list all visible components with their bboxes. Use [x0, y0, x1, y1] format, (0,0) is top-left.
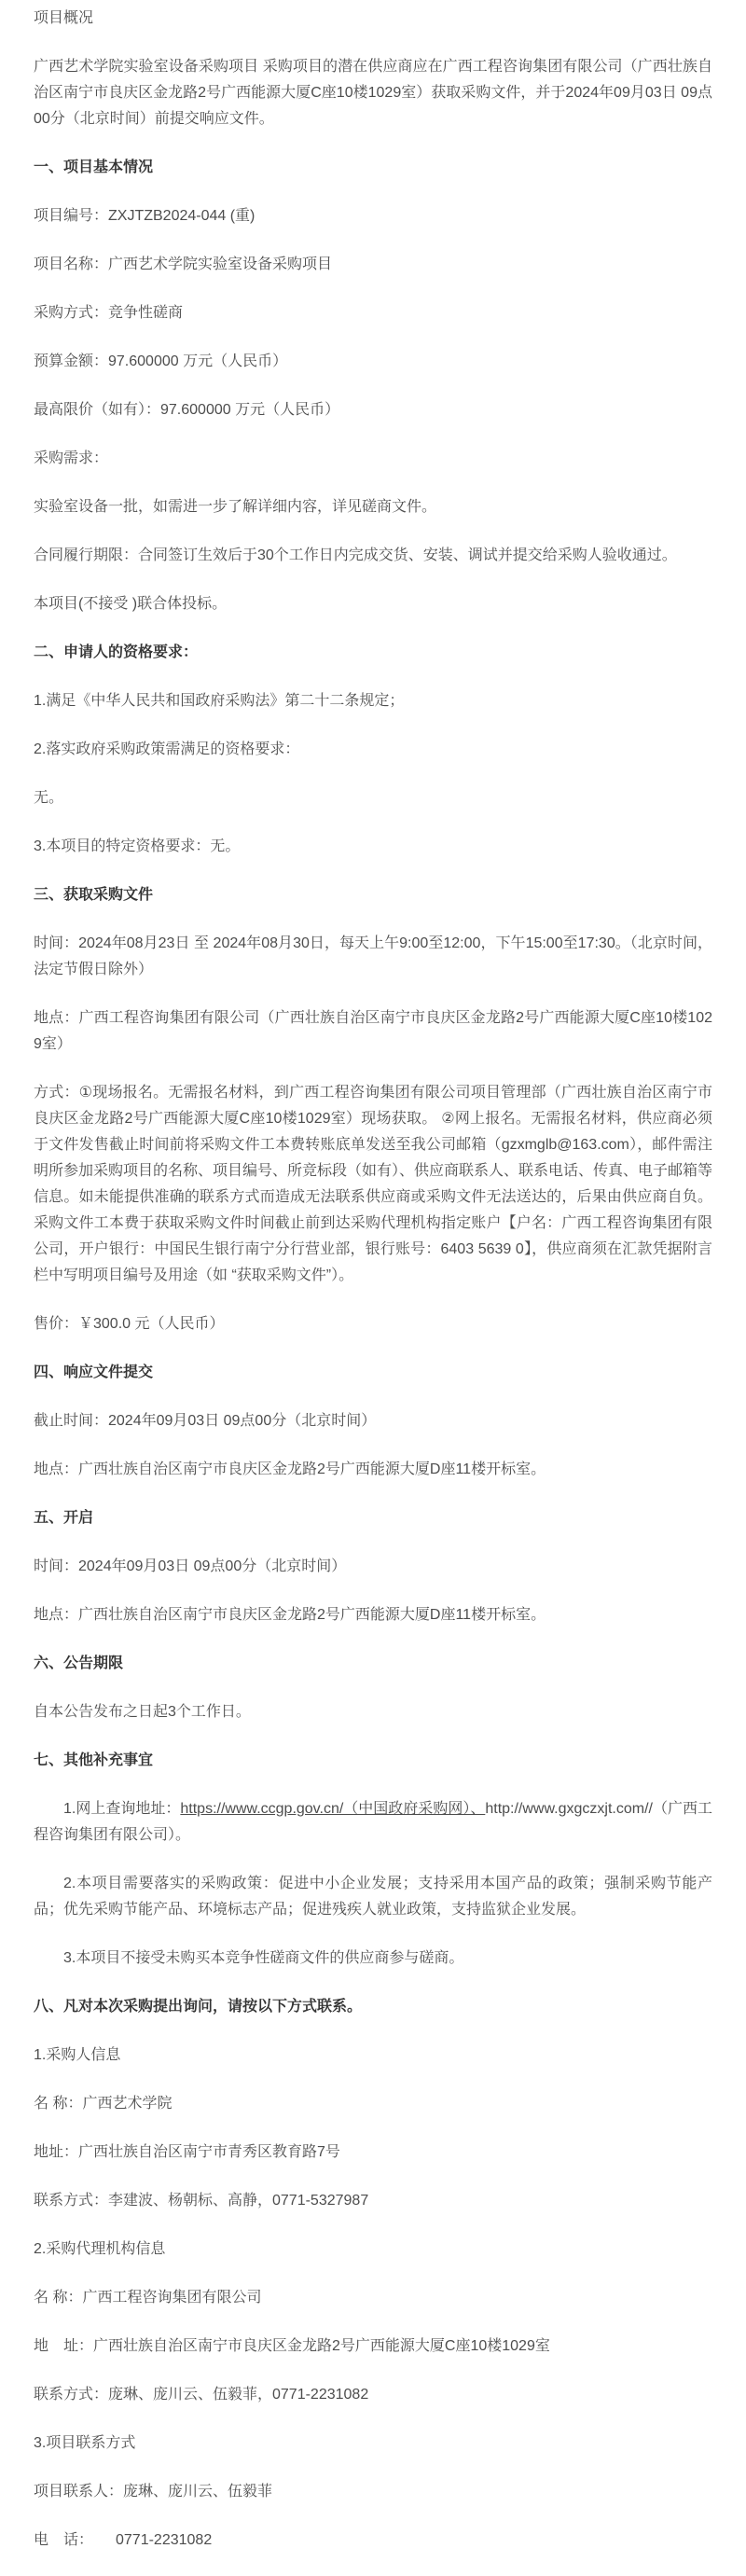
agency-address — [34, 2334, 712, 2360]
text-run: 1.网上查询地址： — [63, 1801, 181, 1817]
purchaser-info-title — [34, 2043, 712, 2069]
text-run: 采购方式：竞争性磋商 — [34, 305, 184, 321]
text-run: 六、公告期限 — [34, 1655, 124, 1671]
acquisition-time — [34, 931, 712, 983]
text-run: 地 址：广西壮族自治区南宁市良庆区金龙路2号广西能源大厦C座10楼1029室 — [34, 2338, 550, 2354]
acquisition-method — [34, 1080, 712, 1289]
qualification-item-1 — [34, 688, 712, 714]
section-7-heading — [34, 1748, 712, 1774]
text-run: 本项目(不接受 )联合体投标。 — [34, 596, 228, 612]
consortium-bidding — [34, 591, 712, 617]
submission-place — [34, 1457, 712, 1483]
text-run: 自本公告发布之日起3个工作日。 — [34, 1704, 251, 1720]
section-6-heading — [34, 1651, 712, 1677]
text-run: 项目名称：广西艺术学院实验室设备采购项目 — [34, 256, 333, 272]
text-run: 3.项目联系方式 — [34, 2435, 136, 2451]
supplementary-item-2 — [34, 1871, 712, 1923]
text-run: http://www.gxgczxjt.com//（广西工程咨询集团有限公司）。 — [34, 1801, 712, 1843]
project-number — [34, 203, 712, 229]
text-run: 2.采购代理机构信息 — [34, 2241, 166, 2257]
max-price-limit — [34, 397, 712, 423]
purchaser-address — [34, 2140, 712, 2166]
supplementary-item-1 — [34, 1796, 712, 1849]
text-run: 项目编号：ZXJTZB2024-044 (重) — [34, 208, 256, 224]
link-ccgp[interactable]: https://www.ccgp.gov.cn/（中国政府采购网）、 — [180, 1801, 486, 1817]
submission-deadline — [34, 1408, 712, 1434]
project-name — [34, 252, 712, 278]
text-run: 3.本项目不接受未购买本竞争性磋商文件的供应商参与磋商。 — [63, 1950, 464, 1966]
text-run: 合同履行期限：合同签订生效后于30个工作日内完成交货、安装、调试并提交给采购人验收通过。 — [34, 547, 677, 563]
section-5-heading — [34, 1505, 712, 1531]
text-run: 地点：广西壮族自治区南宁市良庆区金龙路2号广西能源大厦D座11楼开标室。 — [34, 1607, 546, 1623]
text-run: 二、申请人的资格要求： — [34, 644, 199, 660]
text-run: 联系方式：李建波、杨朝标、高静，0771-5327987 — [34, 2193, 369, 2209]
purchaser-name — [34, 2091, 712, 2117]
document-price — [34, 1311, 712, 1337]
supplementary-item-3 — [34, 1946, 712, 1972]
text-run: 售价：￥300.0 元（人民币） — [34, 1316, 225, 1332]
text-run: 名 称：广西艺术学院 — [34, 2096, 173, 2112]
acquisition-place — [34, 1005, 712, 1058]
text-run: 地点：广西工程咨询集团有限公司（广西壮族自治区南宁市良庆区金龙路2号广西能源大厦C座10楼1029室） — [34, 1010, 712, 1052]
text-run: 三、获取采购文件 — [34, 887, 154, 903]
text-run: 预算金额：97.600000 万元（人民币） — [34, 353, 288, 369]
text-run: 五、开启 — [34, 1510, 94, 1526]
procurement-demand-body — [34, 494, 712, 520]
opening-place — [34, 1602, 712, 1628]
text-run: 广西艺术学院实验室设备采购项目 采购项目的潜在供应商应在广西工程咨询集团有限公司（广西壮族自治区南宁市良庆区金龙路2号广西能源大厦C座10楼1029室）获取采购文件，并于2024年09月03日 09点00分（北京时间）前提交响应文件。 — [34, 59, 712, 127]
text-run: 实验室设备一批，如需进一步了解详细内容，详见磋商文件。 — [34, 499, 437, 515]
text-run: 名 称：广西工程咨询集团有限公司 — [34, 2290, 262, 2306]
qualification-item-2-value — [34, 785, 712, 811]
text-run: 3.本项目的特定资格要求：无。 — [34, 838, 241, 854]
text-run: 2.本项目需要落实的采购政策：促进中小企业发展；支持采用本国产品的政策；强制采购节能产品；优先采购节能产品、环境标志产品；促进残疾人就业政策，支持监狱企业发展。 — [34, 1876, 712, 1918]
text-run: 时间：2024年09月03日 09点00分（北京时间） — [34, 1558, 347, 1574]
text-run: 2.落实政府采购政策需满足的资格要求： — [34, 741, 300, 757]
qualification-item-2 — [34, 737, 712, 763]
text-run: 七、其他补充事宜 — [34, 1752, 154, 1768]
text-run: 一、项目基本情况 — [34, 159, 154, 175]
text-run: 八、凡对本次采购提出询问，请按以下方式联系。 — [34, 1999, 363, 2015]
project-contact-title — [34, 2431, 712, 2457]
text-run: 截止时间：2024年09月03日 09点00分（北京时间） — [34, 1413, 377, 1429]
text-run: 采购需求： — [34, 450, 109, 466]
agency-info-title — [34, 2237, 712, 2263]
opening-time — [34, 1554, 712, 1580]
text-run: 方式：①现场报名。无需报名材料，到广西工程咨询集团有限公司项目管理部（广西壮族自治区南宁市良庆区金龙路2号广西能源大厦C座10楼1029室）现场获取。 ②网上报名。无需报名材料，供应商必须于文件发售截止时间前将采购文件工本费转账底单发送至我公司邮箱（gzxmglb@163.com），邮件需注明所参加采购项目的名称、项目编号、所竞标段（如有）、供应商联系人、联系电话、传真、电子邮箱等信息。如未能提供准确的联系方式而造成无法联系供应商或采购文件无法送达的，后果由供应商自负。采购文件工本费于获取采购文件时间截止前到达采购代理机构指定账户【户名：广西工程咨询集团有限公司，开户银行：中国民生银行南宁分行营业部，银行账号：6403 5639 0】，供应商须在汇款凭据附言栏中写明项目编号及用途（如 “获取采购文件”）。 — [34, 1085, 713, 1283]
project-contact-persons — [34, 2479, 712, 2505]
purchaser-contact — [34, 2188, 712, 2214]
text-run: 项目概况 — [34, 10, 94, 26]
section-1-heading — [34, 155, 712, 181]
section-4-heading — [34, 1360, 712, 1386]
project-overview-body — [34, 54, 712, 132]
budget-amount — [34, 349, 712, 375]
agency-contact — [34, 2382, 712, 2408]
text-run: 最高限价（如有）：97.600000 万元（人民币） — [34, 402, 340, 418]
section-3-heading — [34, 882, 712, 908]
section-8-heading — [34, 1994, 712, 2020]
text-run: 四、响应文件提交 — [34, 1364, 154, 1380]
qualification-item-3 — [34, 834, 712, 860]
text-run: 无。 — [34, 790, 64, 806]
text-run: 1.采购人信息 — [34, 2047, 121, 2063]
text-run: 联系方式：庞琳、庞川云、伍毅菲，0771-2231082 — [34, 2387, 369, 2403]
contract-performance-period — [34, 543, 712, 569]
text-run: 地点：广西壮族自治区南宁市良庆区金龙路2号广西能源大厦D座11楼开标室。 — [34, 1461, 546, 1477]
text-run: 项目联系人：庞琳、庞川云、伍毅菲 — [34, 2484, 273, 2500]
text-run: 1.满足《中华人民共和国政府采购法》第二十二条规定； — [34, 693, 405, 709]
announcement-period — [34, 1699, 712, 1725]
procurement-method — [34, 300, 712, 326]
project-overview-title — [34, 6, 712, 32]
text-run: 地址：广西壮族自治区南宁市青秀区教育路7号 — [34, 2144, 340, 2160]
procurement-demand-label — [34, 446, 712, 472]
section-2-heading — [34, 640, 712, 666]
agency-name — [34, 2285, 712, 2311]
text-run: 电 话： 0771-2231082 — [34, 2532, 213, 2548]
text-run: 时间：2024年08月23日 至 2024年08月30日，每天上午9:00至12:00，下午15:00至17:30。（北京时间，法定节假日除外） — [34, 935, 712, 977]
